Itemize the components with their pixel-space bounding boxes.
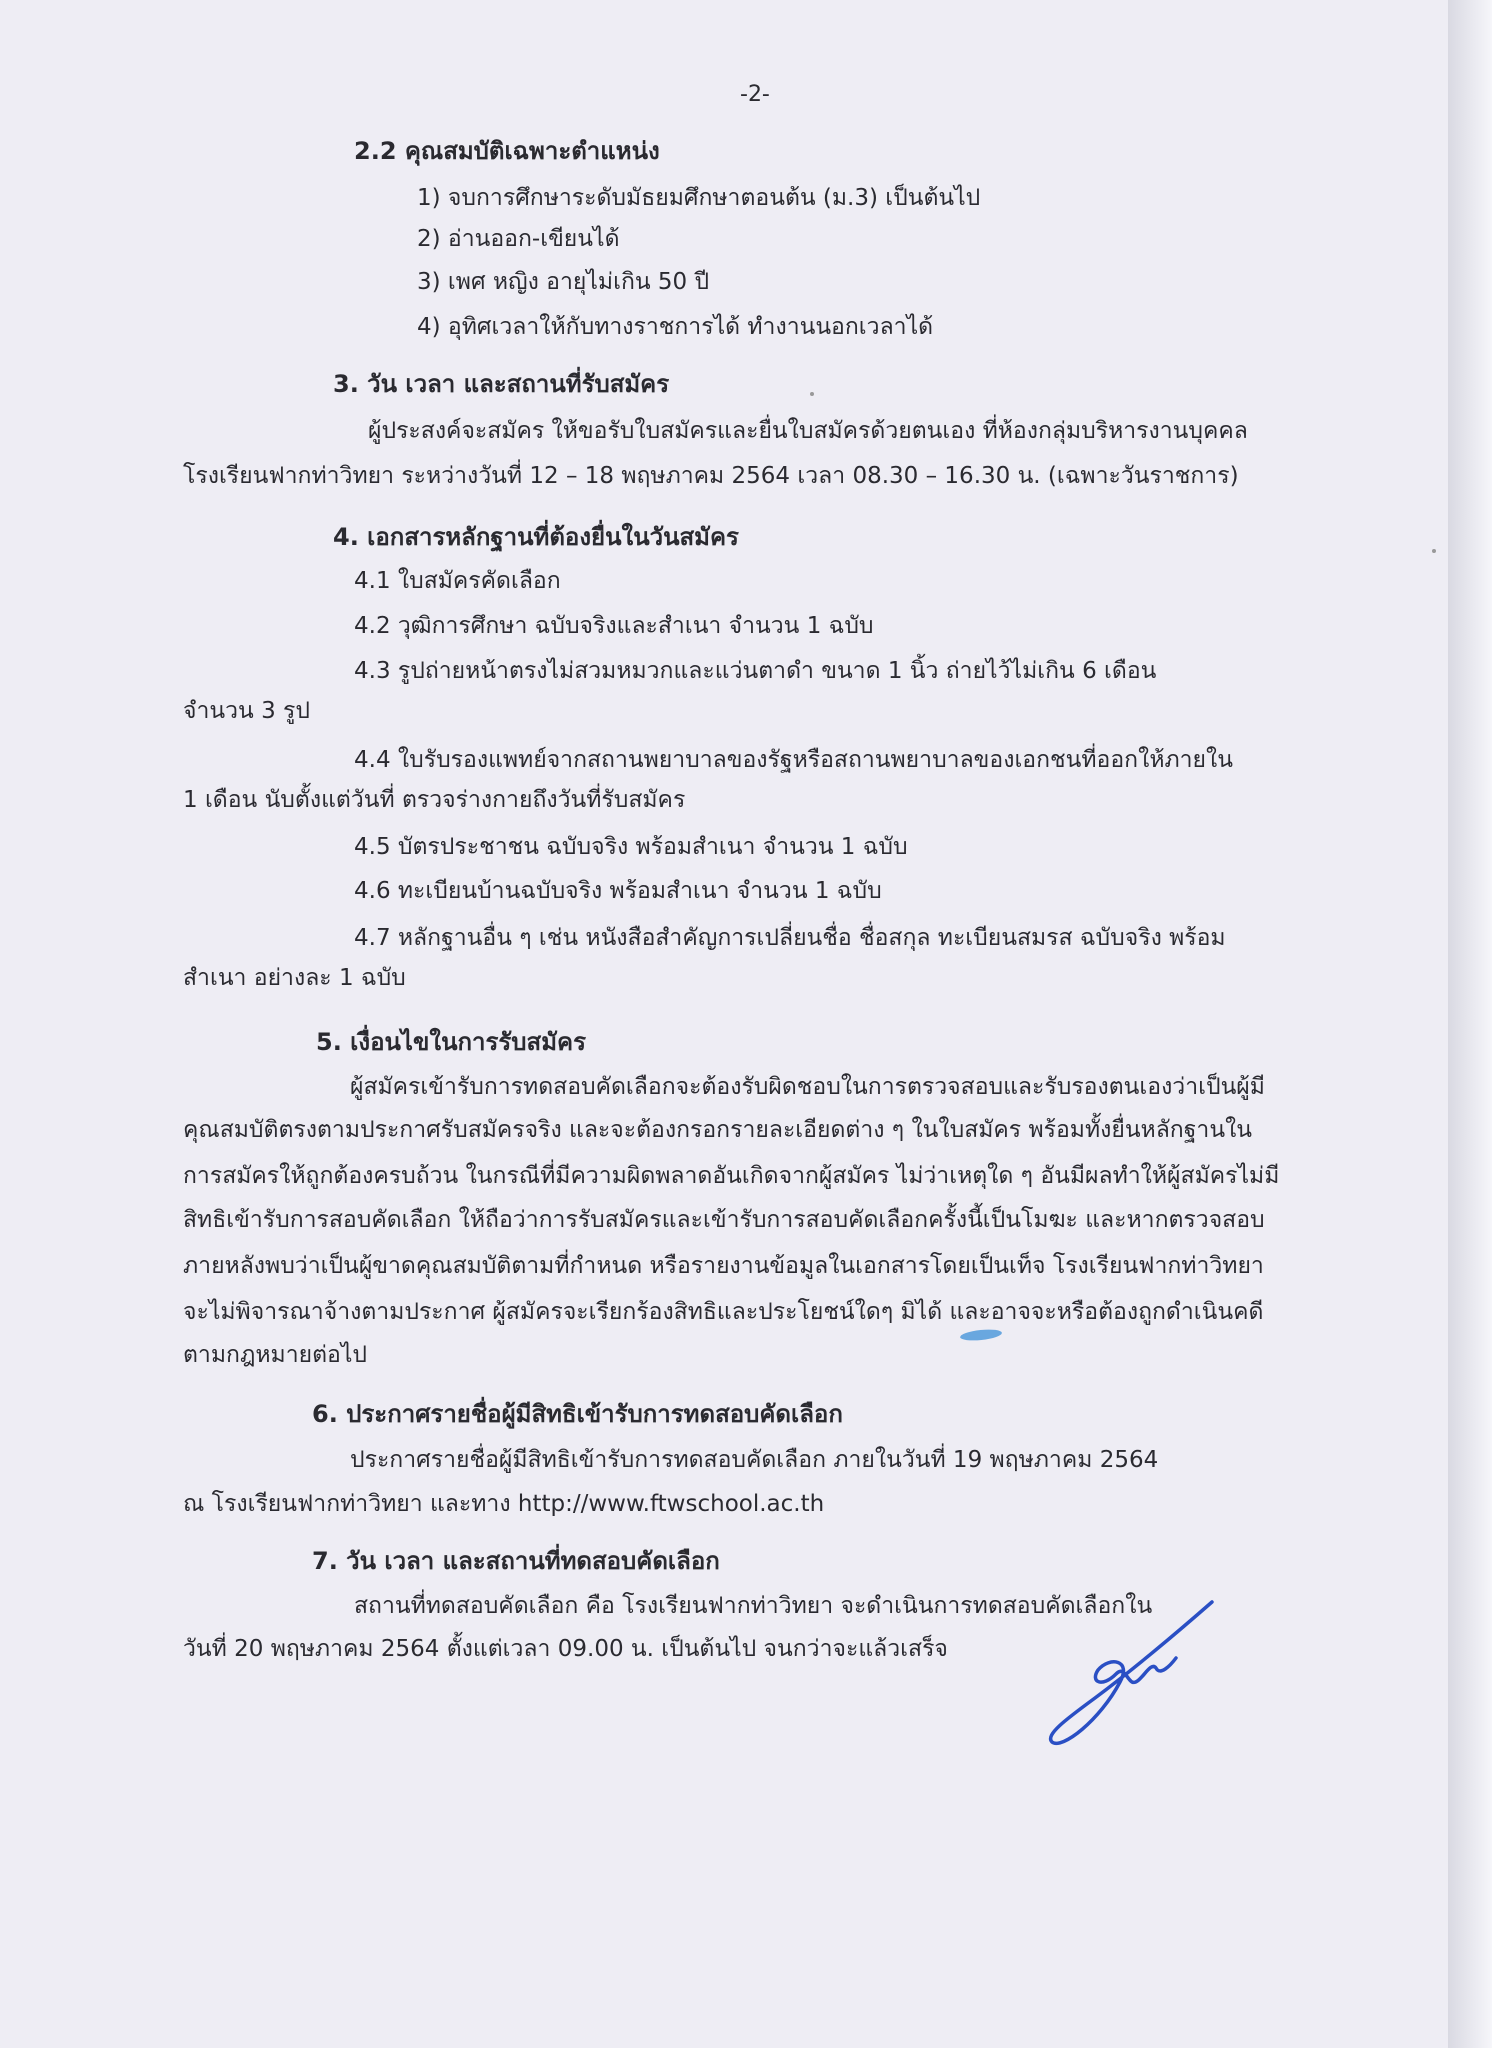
speck — [1432, 549, 1436, 553]
s4-line: จำนวน 3 รูป — [183, 698, 310, 724]
page-number: -2- — [740, 82, 770, 107]
s7-line: วันที่ 20 พฤษภาคม 2564 ตั้งแต่เวลา 09.00 น. เป็นต้นไป จนกว่าจะแล้วเสร็จ — [183, 1636, 948, 1662]
s5-line: คุณสมบัติตรงตามประกาศรับสมัครจริง และจะต้องกรอกรายละเอียดต่าง ๆ ในใบสมัคร พร้อมทั้งยื่นหลักฐานใน — [183, 1117, 1253, 1143]
s4-line: 4.3 รูปถ่ายหน้าตรงไม่สวมหมวกและแว่นตาดำ ขนาด 1 นิ้ว ถ่ายไว้ไม่เกิน 6 เดือน — [354, 658, 1157, 684]
section-4-heading: 4. เอกสารหลักฐานที่ต้องยื่นในวันสมัคร — [333, 523, 739, 551]
section-3-heading: 3. วัน เวลา และสถานที่รับสมัคร — [333, 370, 670, 398]
s5-line: สิทธิเข้ารับการสอบคัดเลือก ให้ถือว่าการรับสมัครและเข้ารับการสอบคัดเลือกครั้งนี้เป็นโมฆะ และหากตรวจสอบ — [183, 1207, 1265, 1233]
s4-line: สำเนา อย่างละ 1 ฉบับ — [183, 965, 406, 991]
s6-line: ประกาศรายชื่อผู้มีสิทธิเข้ารับการทดสอบคัดเลือก ภายในวันที่ 19 พฤษภาคม 2564 — [350, 1447, 1159, 1473]
s5-line: ภายหลังพบว่าเป็นผู้ขาดคุณสมบัติตามที่กำหนด หรือรายงานข้อมูลในเอกสารโดยเป็นเท็จ โรงเรียนฟากท่าวิทยา — [183, 1253, 1264, 1279]
s5-line: จะไม่พิจารณาจ้างตามประกาศ ผู้สมัครจะเรียกร้องสิทธิและประโยชน์ใดๆ มิได้ และอาจจะหรือต้องถูกดำเนินคดี — [183, 1299, 1264, 1325]
signature — [1040, 1590, 1230, 1760]
s4-line: 4.6 ทะเบียนบ้านฉบับจริง พร้อมสำเนา จำนวน 1 ฉบับ — [354, 878, 882, 904]
scan-edge — [1448, 0, 1492, 2048]
s6-line: ณ โรงเรียนฟากท่าวิทยา และทาง http://www.ftwschool.ac.th — [183, 1491, 825, 1517]
s22-item: 3) เพศ หญิง อายุไม่เกิน 50 ปี — [417, 269, 710, 295]
section-2-2-heading: 2.2 คุณสมบัติเฉพาะตำแหน่ง — [354, 137, 660, 165]
s5-line: ตามกฎหมายต่อไป — [183, 1342, 368, 1368]
s3-line: โรงเรียนฟากท่าวิทยา ระหว่างวันที่ 12 – 18 พฤษภาคม 2564 เวลา 08.30 – 16.30 น. (เฉพาะวันราชการ) — [183, 463, 1239, 489]
s3-line: ผู้ประสงค์จะสมัคร ให้ขอรับใบสมัครและยื่นใบสมัครด้วยตนเอง ที่ห้องกลุ่มบริหารงานบุคคล — [368, 418, 1248, 444]
s22-item: 1) จบการศึกษาระดับมัธยมศึกษาตอนต้น (ม.3) เป็นต้นไป — [417, 185, 981, 211]
section-7-heading: 7. วัน เวลา และสถานที่ทดสอบคัดเลือก — [312, 1547, 720, 1575]
speck — [810, 392, 814, 396]
s4-line: 4.5 บัตรประชาชน ฉบับจริง พร้อมสำเนา จำนวน 1 ฉบับ — [354, 834, 908, 860]
s22-item: 2) อ่านออก-เขียนได้ — [417, 226, 620, 252]
section-5-heading: 5. เงื่อนไขในการรับสมัคร — [316, 1028, 586, 1056]
section-6-heading: 6. ประกาศรายชื่อผู้มีสิทธิเข้ารับการทดสอบคัดเลือก — [312, 1400, 843, 1428]
ink-highlight-mark — [960, 1328, 1003, 1342]
s22-item: 4) อุทิศเวลาให้กับทางราชการได้ ทำงานนอกเวลาได้ — [417, 314, 934, 340]
s4-line: 4.4 ใบรับรองแพทย์จากสถานพยาบาลของรัฐหรือสถานพยาบาลของเอกชนที่ออกให้ภายใน — [354, 747, 1233, 773]
s4-line: 4.1 ใบสมัครคัดเลือก — [354, 568, 561, 594]
s4-line: 4.7 หลักฐานอื่น ๆ เช่น หนังสือสำคัญการเปลี่ยนชื่อ ชื่อสกุล ทะเบียนสมรส ฉบับจริง พร้อม — [354, 925, 1226, 951]
s4-line: 4.2 วุฒิการศึกษา ฉบับจริงและสำเนา จำนวน 1 ฉบับ — [354, 613, 874, 639]
s7-line: สถานที่ทดสอบคัดเลือก คือ โรงเรียนฟากท่าวิทยา จะดำเนินการทดสอบคัดเลือกใน — [354, 1593, 1153, 1619]
s5-line: การสมัครให้ถูกต้องครบถ้วน ในกรณีที่มีความผิดพลาดอันเกิดจากผู้สมัคร ไม่ว่าเหตุใด ๆ อันมีผลทำให้ผู้สมัครไม่มี — [183, 1163, 1280, 1189]
s5-line: ผู้สมัครเข้ารับการทดสอบคัดเลือกจะต้องรับผิดชอบในการตรวจสอบและรับรองตนเองว่าเป็นผู้มี — [350, 1074, 1265, 1100]
s4-line: 1 เดือน นับตั้งแต่วันที่ ตรวจร่างกายถึงวันที่รับสมัคร — [183, 787, 686, 813]
